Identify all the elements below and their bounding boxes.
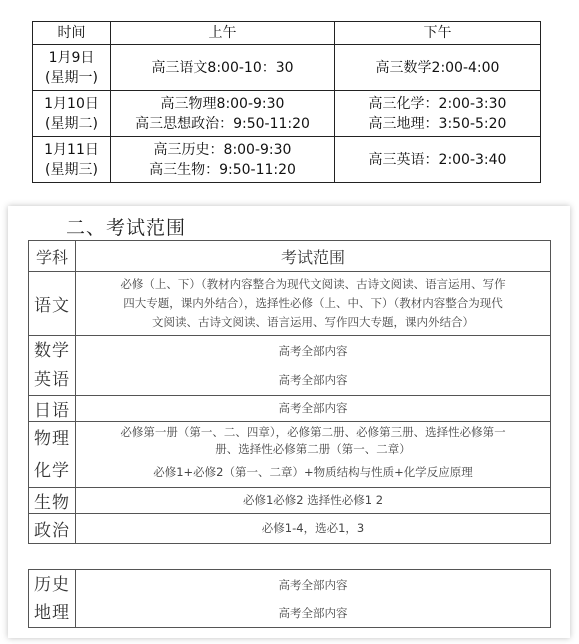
schedule-exam: 高三历史：8:00-9:30 (153, 141, 292, 158)
range-line: 必修（上、下）（教材内容整合为现代文阅读、古诗文阅读、语言运用、写作 (120, 277, 506, 291)
scope-row-japanese (29, 396, 551, 422)
range-text (76, 336, 551, 396)
exam-scope-table (28, 240, 551, 544)
range-line: 高考全部内容 (278, 343, 348, 358)
scope-row-physics-chemistry (29, 422, 551, 488)
schedule-exam: 高三化学：2:00-3:30 (368, 95, 507, 112)
range-line: 高考全部内容 (278, 605, 348, 620)
subject-label: 历史 (34, 574, 70, 595)
range-line: 册、选择性必修第二册（第一、二章） (215, 441, 411, 456)
range-text: 必修1必修2 选择性必修1 2 (76, 488, 551, 514)
schedule-weekday: (星期一) (45, 69, 98, 86)
subject-label: 化学 (34, 460, 70, 481)
range-text (76, 272, 551, 336)
header-time: 时间 (33, 22, 111, 45)
schedule-row (33, 91, 541, 137)
schedule-date: 1月11日 (44, 141, 99, 158)
schedule-exam: 高三地理：3:50-5:20 (368, 115, 507, 132)
schedule-row (33, 137, 541, 183)
subject-label-stack (29, 570, 76, 628)
schedule-morning-cell (111, 137, 335, 183)
schedule-exam: 高三英语：2:00-3:40 (368, 151, 507, 168)
subject-label: 物理 (34, 428, 70, 449)
schedule-morning-cell (111, 91, 335, 137)
header-range: 考试范围 (76, 241, 551, 272)
schedule-exam: 高三生物：9:50-11:20 (149, 161, 296, 178)
header-morning: 上午 (111, 22, 335, 45)
schedule-exam: 高三数学2:00-4:00 (375, 59, 500, 76)
schedule-exam: 高三思想政治：9:50-11:20 (135, 115, 310, 132)
exam-scope-table-continued (28, 569, 551, 628)
schedule-date: 1月9日 (48, 49, 95, 66)
range-line: 文阅读、古诗文阅读、语言运用、写作四大专题，课内外结合） (152, 315, 474, 329)
subject-label: 政治 (29, 514, 76, 544)
subject-label: 英语 (34, 369, 70, 390)
range-line: 必修1+必修2（第一、二章）+物质结构与性质+化学反应原理 (153, 464, 473, 479)
subject-label: 生物 (29, 488, 76, 514)
schedule-weekday: (星期二) (45, 115, 98, 132)
scope-row-biology (29, 488, 551, 514)
scope-row-math-english (29, 336, 551, 396)
subject-label-stack (29, 336, 76, 396)
section-title: 二、考试范围 (66, 217, 187, 239)
schedule-afternoon-cell (335, 45, 541, 91)
schedule-afternoon-cell (335, 91, 541, 137)
schedule-date: 1月10日 (44, 95, 99, 112)
schedule-afternoon-cell (335, 137, 541, 183)
header-subject: 学科 (29, 241, 76, 272)
schedule-row (33, 45, 541, 91)
schedule-date-cell (33, 91, 111, 137)
range-line: 高考全部内容 (278, 577, 348, 592)
schedule-header-row (33, 22, 541, 45)
subject-label-stack (29, 422, 76, 488)
schedule-exam: 高三物理8:00-9:30 (160, 95, 285, 112)
schedule-morning-cell (111, 45, 335, 91)
scope-row-history-geography (29, 570, 551, 628)
range-text (76, 422, 551, 488)
subject-label: 地理 (34, 602, 70, 623)
schedule-date-cell (33, 137, 111, 183)
scope-row-chinese (29, 272, 551, 336)
subject-label: 日语 (29, 396, 76, 422)
header-afternoon: 下午 (335, 22, 541, 45)
exam-schedule-table (32, 21, 541, 183)
range-text (76, 570, 551, 628)
schedule-exam: 高三语文8:00-10：30 (151, 59, 294, 76)
range-text: 高考全部内容 (76, 396, 551, 422)
schedule-weekday: (星期三) (45, 161, 98, 178)
subject-label: 语文 (29, 272, 76, 336)
range-line: 必修第一册（第一、二、四章），必修第二册、必修第三册、选择性必修第一 (120, 424, 506, 439)
subject-label: 数学 (34, 340, 70, 361)
scope-row-politics (29, 514, 551, 544)
range-line: 高考全部内容 (278, 372, 348, 387)
range-line: 四大专题，课内外结合），选择性必修（上、中、下）（教材内容整合为现代 (123, 296, 503, 310)
schedule-date-cell (33, 45, 111, 91)
scope-header-row (29, 241, 551, 272)
range-text: 必修1-4，选必1，3 (76, 514, 551, 544)
